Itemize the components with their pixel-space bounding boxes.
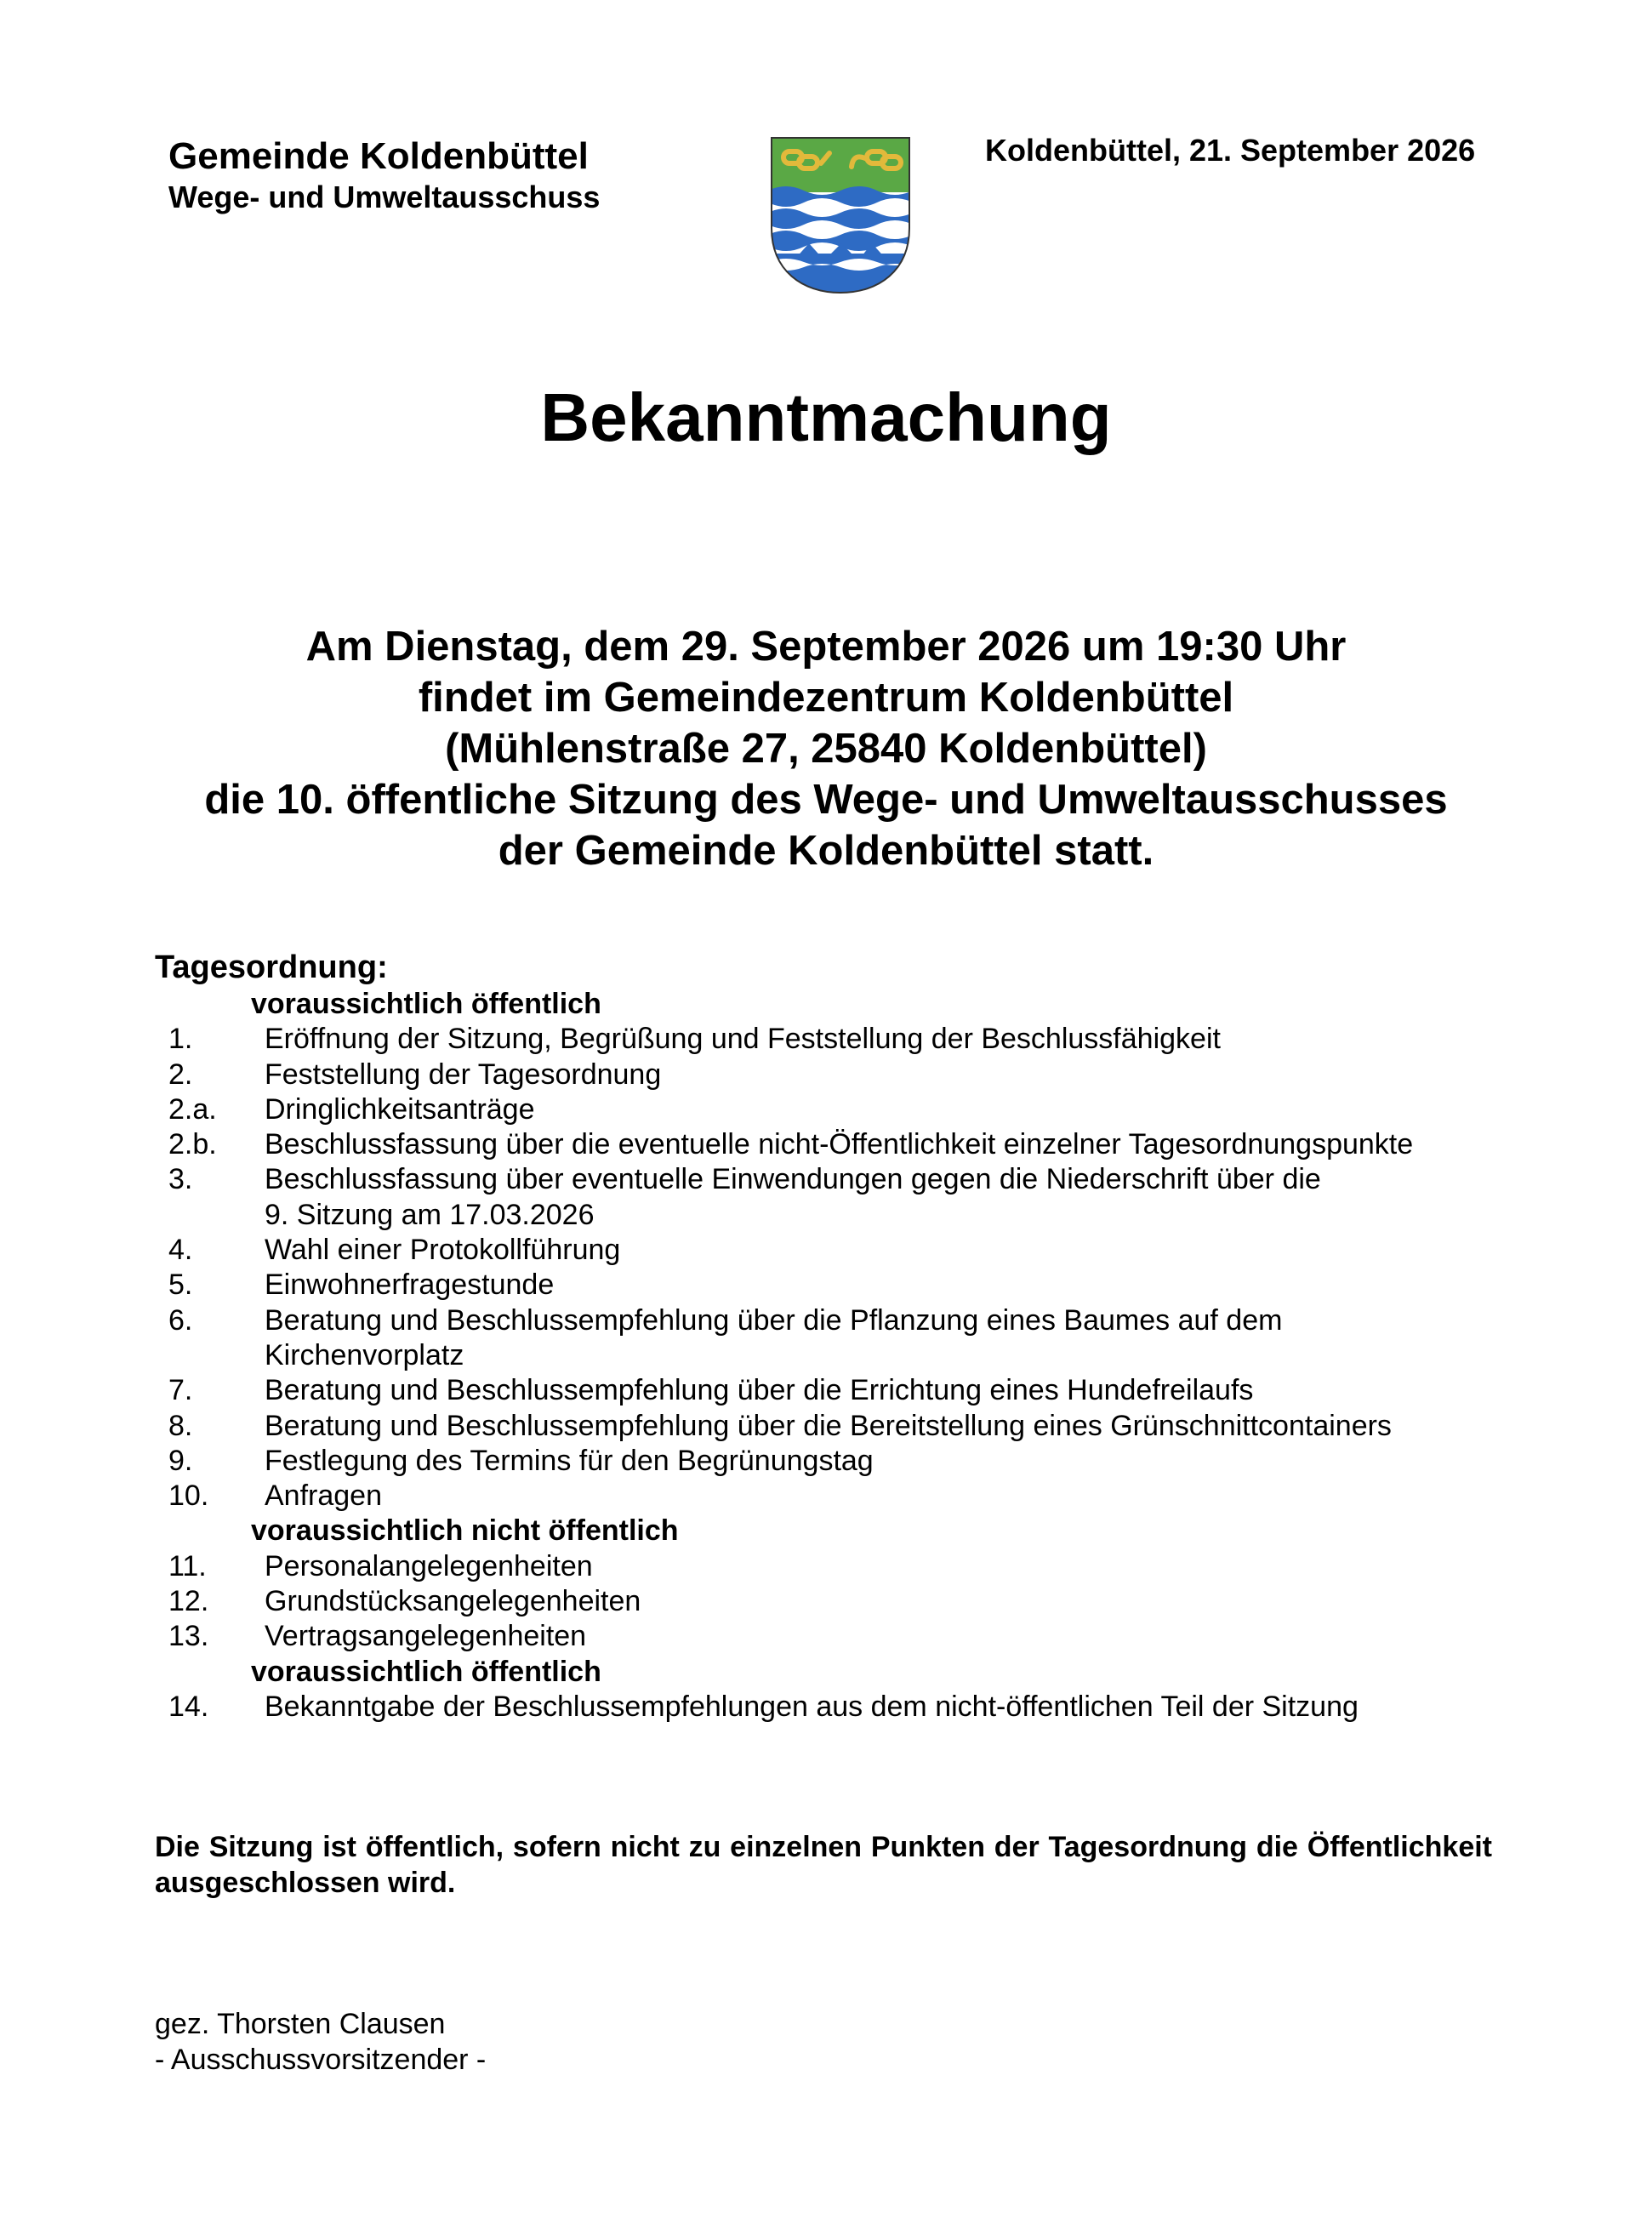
- agenda-item: [155, 1584, 1533, 1619]
- agenda-item-text: Festlegung des Termins für den Begrünungstag: [265, 1444, 874, 1477]
- letterhead: [168, 134, 600, 216]
- agenda-list: [155, 987, 1533, 1725]
- agenda-item: [155, 1058, 1533, 1092]
- agenda-item-number: 9.: [168, 1444, 193, 1477]
- page-title: Bekanntmachung: [540, 379, 1112, 455]
- agenda-item-text: Wahl einer Protokollführung: [265, 1234, 621, 1267]
- agenda-section-label: voraussichtlich öffentlich: [251, 988, 601, 1020]
- agenda-item-text: Grundstücksangelegenheiten: [265, 1585, 641, 1618]
- agenda-item: [155, 1268, 1533, 1303]
- agenda-item-number: 2.: [168, 1058, 193, 1091]
- agenda-item-continuation: [155, 1198, 1533, 1233]
- org-name: Gemeinde Koldenbüttel: [168, 135, 589, 177]
- announcement-line: der Gemeinde Koldenbüttel statt.: [498, 828, 1154, 874]
- agenda-item-continuation: [155, 1338, 1533, 1373]
- agenda-item-number: 3.: [168, 1163, 193, 1196]
- coat-of-arms-icon: [768, 134, 913, 296]
- agenda-item: [155, 1444, 1533, 1479]
- agenda-item-number: 6.: [168, 1303, 193, 1337]
- announcement-line: findet im Gemeindezentrum Koldenbüttel: [418, 675, 1234, 721]
- agenda-item-text: Beschlussfassung über eventuelle Einwendungen gegen die Niederschrift über die: [265, 1163, 1321, 1196]
- announcement-line: (Mühlenstraße 27, 25840 Koldenbüttel): [445, 726, 1207, 772]
- agenda-item: [155, 1373, 1533, 1408]
- agenda-item: [155, 1409, 1533, 1444]
- agenda-section-label: voraussichtlich nicht öffentlich: [251, 1514, 679, 1548]
- agenda-item-text: Anfragen: [265, 1480, 382, 1513]
- agenda-item: [155, 1092, 1533, 1127]
- place-date: Koldenbüttel, 21. September 2026: [985, 133, 1476, 168]
- agenda-item: [155, 1549, 1533, 1584]
- agenda-item: [155, 1162, 1533, 1197]
- agenda-item-number: 12.: [168, 1585, 209, 1618]
- agenda-item-number: 2.b.: [168, 1128, 217, 1161]
- agenda-item-text: Beratung und Beschlussempfehlung über die Errichtung eines Hundefreilaufs: [265, 1374, 1254, 1407]
- agenda-item: [155, 1479, 1533, 1514]
- agenda-heading: Tagesordnung:: [155, 949, 388, 985]
- agenda-item-text: Eröffnung der Sitzung, Begrüßung und Feststellung der Beschlussfähigkeit: [265, 1023, 1221, 1056]
- agenda-item-number: 8.: [168, 1409, 193, 1442]
- agenda-item-text: Feststellung der Tagesordnung: [265, 1058, 662, 1091]
- agenda-item: [155, 1619, 1533, 1654]
- public-notice: Die Sitzung ist öffentlich, sofern nicht zu einzelnen Punkten der Tagesordnung die Öffentlichkeit ausgeschlossen wird.: [155, 1831, 1492, 1899]
- announcement-line: die 10. öffentliche Sitzung des Wege- und Umweltausschusses: [204, 777, 1448, 823]
- agenda-item-number: 13.: [168, 1620, 209, 1653]
- signature-block: [155, 2006, 486, 2078]
- agenda-item: [155, 1303, 1533, 1338]
- announcement: [0, 621, 1652, 876]
- agenda-item-number: 14.: [168, 1690, 209, 1723]
- signature-role: - Ausschussvorsitzender -: [155, 2044, 487, 2076]
- agenda-item-number: 2.a.: [168, 1092, 217, 1126]
- agenda-item-text: Beratung und Beschlussempfehlung über die Bereitstellung eines Grünschnittcontainers: [265, 1409, 1392, 1442]
- agenda-item-number: 7.: [168, 1374, 193, 1407]
- agenda-item-number: 10.: [168, 1480, 209, 1513]
- announcement-line: Am Dienstag, dem 29. September 2026 um 19:30 Uhr: [305, 624, 1347, 670]
- agenda-item-text: Vertragsangelegenheiten: [265, 1620, 587, 1653]
- agenda-item: [155, 1690, 1533, 1725]
- agenda-item-text: Beratung und Beschlussempfehlung über die Pflanzung eines Baumes auf dem: [265, 1303, 1283, 1337]
- agenda-item: [155, 1022, 1533, 1057]
- agenda-item-text: Kirchenvorplatz: [265, 1338, 464, 1371]
- agenda-item-number: 4.: [168, 1234, 193, 1267]
- agenda-item-number: 5.: [168, 1269, 193, 1302]
- agenda-item-number: 11.: [168, 1549, 207, 1582]
- agenda-item: [155, 1127, 1533, 1162]
- signature-name: gez. Thorsten Clausen: [155, 2008, 446, 2040]
- agenda-item-text: Bekanntgabe der Beschlussempfehlungen aus dem nicht-öffentlichen Teil der Sitzung: [265, 1690, 1359, 1723]
- houses-silhouette: [794, 243, 887, 260]
- agenda-item: [155, 1233, 1533, 1268]
- agenda-item-number: 1.: [168, 1023, 193, 1056]
- agenda-item-text: 9. Sitzung am 17.03.2026: [265, 1198, 595, 1231]
- agenda-section-label: voraussichtlich öffentlich: [251, 1655, 601, 1688]
- org-department: Wege- und Umweltausschuss: [168, 180, 601, 214]
- agenda-item-text: Dringlichkeitsanträge: [265, 1092, 535, 1126]
- agenda-item-text: Einwohnerfragestunde: [265, 1269, 555, 1302]
- agenda-item-text: Personalangelegenheiten: [265, 1549, 593, 1582]
- agenda-item-text: Beschlussfassung über die eventuelle nicht-Öffentlichkeit einzelner Tagesordnungspunkte: [265, 1128, 1414, 1161]
